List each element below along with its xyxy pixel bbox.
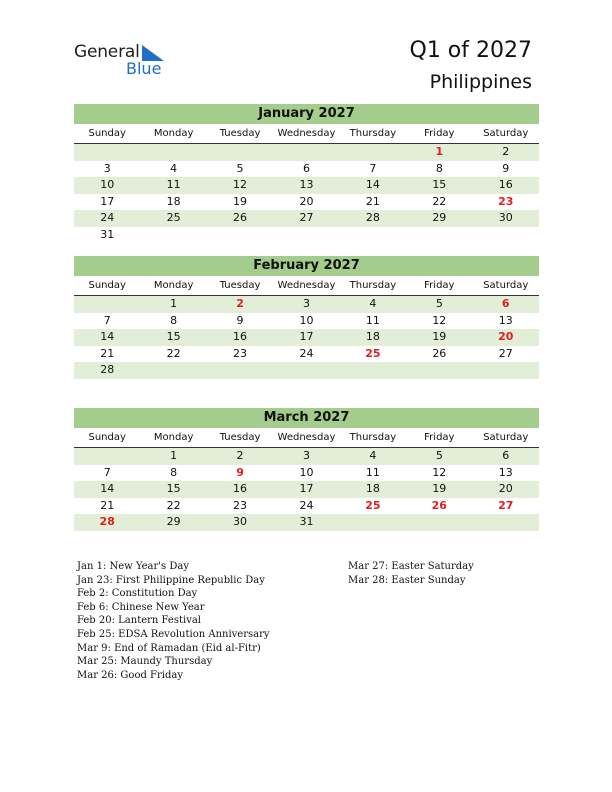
weekday-label: Tuesday (219, 280, 261, 291)
weekday-label: Monday (153, 128, 194, 139)
day-cell: 26 (233, 211, 248, 224)
day-cell: 19 (432, 330, 447, 343)
day-cell: 9 (236, 313, 244, 327)
day-cell: 8 (170, 465, 178, 479)
day-cell: 10 (299, 313, 314, 327)
day-cell: 1 (170, 449, 178, 462)
week-row (74, 210, 539, 227)
day-cell: 5 (435, 449, 443, 462)
day-cell: 12 (233, 178, 248, 191)
day-cell: 18 (365, 482, 380, 495)
empty-day-cell (207, 227, 273, 244)
day-cell: 27 (498, 346, 513, 360)
weekday-label: Monday (153, 280, 194, 291)
holiday-note: Feb 25: EDSA Revolution Anniversary (77, 628, 270, 640)
day-cell: 29 (432, 211, 447, 224)
logo-general-text: General (74, 42, 140, 62)
weekday-label: Thursday (349, 128, 397, 139)
day-cell: 30 (233, 515, 248, 528)
day-cell: 17 (299, 330, 314, 343)
day-cell: 11 (166, 178, 181, 191)
week-row (74, 296, 539, 313)
day-cell: 18 (365, 330, 380, 343)
day-cell: 26 (431, 498, 447, 512)
month-title: February 2027 (74, 256, 539, 276)
day-cell: 17 (100, 194, 115, 208)
day-cell: 30 (498, 211, 513, 224)
weekday-label: Saturday (483, 432, 529, 443)
day-cell: 6 (302, 161, 310, 175)
day-cell: 23 (233, 498, 248, 512)
week-row (74, 362, 539, 379)
weekday-label: Friday (424, 280, 455, 291)
day-cell: 10 (299, 465, 314, 479)
day-cell: 28 (365, 211, 380, 224)
day-cell: 21 (100, 346, 115, 360)
day-cell: 24 (299, 346, 314, 360)
day-cell: 12 (432, 313, 447, 327)
day-cell: 24 (299, 498, 314, 512)
weekday-header-row (74, 124, 539, 144)
day-cell: 20 (498, 482, 513, 495)
empty-day-cell (406, 227, 472, 244)
empty-day-cell (74, 448, 140, 465)
month-march (74, 408, 539, 531)
day-cell: 7 (103, 465, 111, 479)
day-cell: 9 (502, 161, 510, 175)
day-cell: 22 (166, 498, 181, 512)
weekday-label: Wednesday (277, 432, 336, 443)
week-row (74, 144, 539, 161)
holiday-note: Feb 2: Constitution Day (77, 588, 198, 600)
day-cell: 13 (498, 465, 513, 479)
weekday-label: Thursday (349, 280, 397, 291)
weekday-header-row (74, 276, 539, 296)
empty-day-cell (74, 144, 140, 161)
day-cell: 18 (166, 194, 181, 208)
day-cell: 13 (498, 313, 513, 327)
month-january (74, 104, 539, 243)
logo (74, 42, 174, 78)
empty-day-cell (273, 144, 339, 161)
day-cell: 5 (435, 297, 443, 310)
empty-day-cell (340, 144, 406, 161)
weekday-label: Friday (424, 128, 455, 139)
day-cell: 31 (299, 515, 314, 528)
day-cell: 27 (498, 498, 514, 512)
holiday-note: Feb 20: Lantern Festival (77, 615, 202, 627)
weekday-label: Thursday (349, 432, 397, 443)
empty-day-cell (406, 514, 472, 531)
holiday-note: Feb 6: Chinese New Year (77, 601, 205, 613)
week-row (74, 161, 539, 178)
day-cell: 11 (365, 313, 380, 327)
day-cell: 14 (365, 178, 380, 191)
day-cell: 13 (299, 178, 314, 191)
empty-day-cell (473, 362, 539, 379)
day-cell: 29 (166, 515, 181, 528)
month-february (74, 256, 539, 379)
day-cell: 4 (170, 161, 178, 175)
day-cell: 14 (100, 482, 115, 495)
day-cell: 28 (99, 515, 115, 528)
weekday-label: Sunday (88, 128, 126, 139)
weekday-label: Wednesday (277, 128, 336, 139)
empty-day-cell (74, 296, 140, 313)
day-cell: 14 (100, 330, 115, 343)
day-cell: 25 (166, 211, 181, 224)
day-cell: 2 (236, 449, 244, 462)
empty-day-cell (207, 362, 273, 379)
empty-day-cell (207, 144, 273, 161)
day-cell: 16 (233, 330, 248, 343)
day-cell: 1 (170, 297, 178, 310)
empty-day-cell (473, 514, 539, 531)
day-cell: 19 (432, 482, 447, 495)
week-row (74, 465, 539, 482)
holiday-note: Mar 9: End of Ramadan (Eid al-Fitr) (77, 642, 261, 654)
empty-day-cell (140, 144, 206, 161)
day-cell: 1 (435, 145, 444, 158)
day-cell: 20 (498, 330, 514, 343)
holiday-note: Mar 27: Easter Saturday (348, 561, 474, 572)
day-cell: 27 (299, 211, 314, 224)
day-cell: 8 (170, 313, 178, 327)
country-name: Philippines (429, 71, 532, 93)
empty-day-cell (140, 227, 206, 244)
weekday-label: Sunday (88, 280, 126, 291)
week-row (74, 194, 539, 211)
day-cell: 4 (369, 449, 377, 462)
week-row (74, 481, 539, 498)
day-cell: 12 (432, 465, 447, 479)
weekday-label: Saturday (483, 128, 529, 139)
weekday-label: Friday (424, 432, 455, 443)
day-cell: 15 (166, 330, 181, 343)
empty-day-cell (340, 227, 406, 244)
day-cell: 10 (100, 178, 115, 191)
day-cell: 3 (302, 297, 310, 310)
day-cell: 11 (365, 465, 380, 479)
week-row (74, 514, 539, 531)
day-cell: 20 (299, 194, 314, 208)
holiday-notes-right (348, 560, 474, 587)
day-cell: 15 (166, 482, 181, 495)
holiday-note: Mar 26: Good Friday (77, 669, 183, 681)
day-cell: 9 (236, 465, 244, 479)
month-title: March 2027 (74, 408, 539, 428)
day-cell: 15 (432, 178, 447, 191)
day-cell: 21 (365, 194, 380, 208)
weekday-label: Saturday (483, 280, 529, 291)
week-row (74, 329, 539, 346)
day-cell: 23 (498, 194, 514, 208)
page-title: Q1 of 2027 (409, 38, 532, 63)
week-row (74, 177, 539, 194)
day-cell: 2 (236, 297, 244, 310)
day-cell: 16 (498, 178, 513, 191)
day-cell: 22 (166, 346, 181, 360)
day-cell: 22 (432, 194, 447, 208)
holiday-note: Jan 1: New Year's Day (77, 561, 189, 572)
empty-day-cell (340, 362, 406, 379)
holiday-notes-left (77, 560, 270, 682)
day-cell: 26 (432, 346, 447, 360)
weekday-label: Monday (153, 432, 194, 443)
day-cell: 17 (299, 482, 314, 495)
day-cell: 24 (100, 211, 115, 224)
month-title: January 2027 (74, 104, 539, 124)
day-cell: 25 (365, 346, 381, 360)
day-cell: 3 (103, 161, 111, 175)
weekday-label: Sunday (88, 432, 126, 443)
weekday-label: Tuesday (219, 432, 261, 443)
holiday-note: Jan 23: First Philippine Republic Day (77, 574, 265, 586)
week-row (74, 227, 539, 244)
day-cell: 28 (100, 363, 115, 376)
day-cell: 7 (369, 161, 377, 175)
week-row (74, 498, 539, 515)
week-row (74, 346, 539, 363)
day-cell: 31 (100, 227, 115, 241)
empty-day-cell (273, 362, 339, 379)
day-cell: 7 (103, 313, 111, 327)
day-cell: 5 (236, 161, 244, 175)
day-cell: 23 (233, 346, 248, 360)
empty-day-cell (406, 362, 472, 379)
day-cell: 6 (502, 449, 510, 462)
empty-day-cell (273, 227, 339, 244)
day-cell: 16 (233, 482, 248, 495)
day-cell: 3 (302, 449, 310, 462)
weekday-label: Tuesday (219, 128, 261, 139)
day-cell: 8 (435, 161, 443, 175)
logo-blue-text: Blue (126, 59, 162, 78)
day-cell: 21 (100, 498, 115, 512)
holiday-note: Mar 28: Easter Sunday (348, 574, 466, 586)
holiday-note: Mar 25: Maundy Thursday (77, 656, 213, 668)
day-cell: 2 (502, 145, 510, 158)
week-row (74, 448, 539, 465)
empty-day-cell (140, 362, 206, 379)
day-cell: 25 (365, 498, 381, 512)
weekday-label: Wednesday (277, 280, 336, 291)
day-cell: 6 (501, 297, 510, 310)
empty-day-cell (473, 227, 539, 244)
day-cell: 4 (369, 297, 377, 310)
empty-day-cell (340, 514, 406, 531)
week-row (74, 313, 539, 330)
day-cell: 19 (233, 194, 248, 208)
weekday-header-row (74, 428, 539, 448)
